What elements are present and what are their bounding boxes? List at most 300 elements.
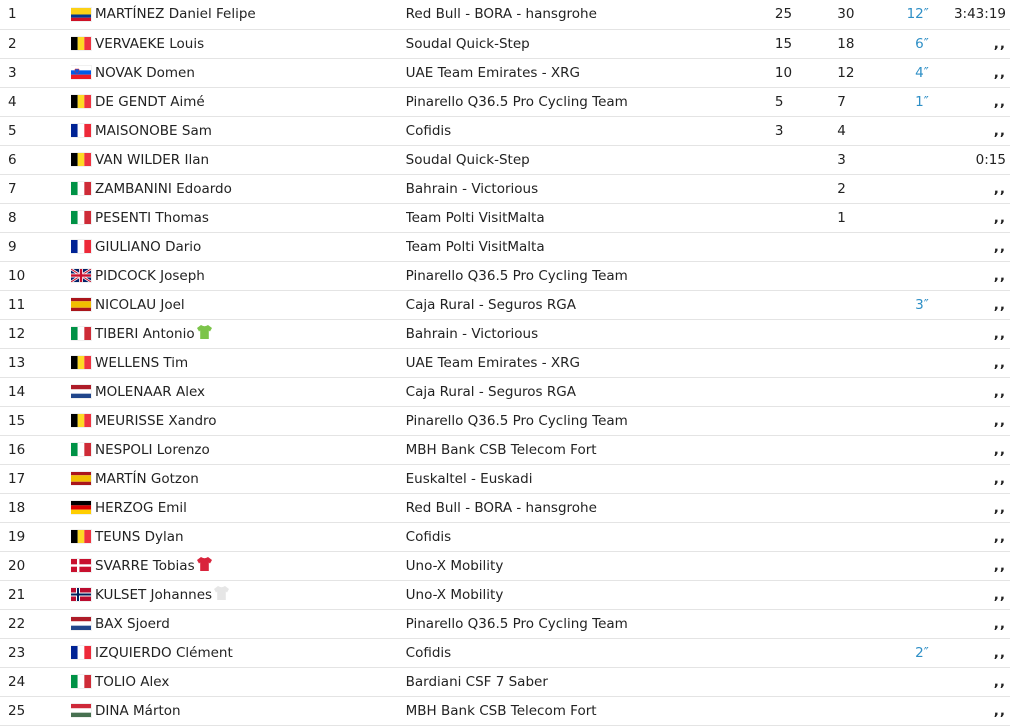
rank-cell: 7	[8, 180, 17, 197]
uci-points-cell: 18	[837, 35, 855, 52]
uci-points-cell	[837, 464, 879, 493]
pnt-cell: 3	[774, 122, 784, 139]
time-cell: ,,	[993, 238, 1006, 255]
bonus-seconds-cell	[879, 580, 929, 609]
rider-cell	[71, 464, 406, 493]
team-name-link[interactable]: Team Polti VisitMalta	[405, 209, 545, 226]
rider-name-link[interactable]: IZQUIERDO Clément	[95, 644, 233, 661]
team-name-link[interactable]: Red Bull - BORA - hansgrohe	[405, 6, 597, 23]
table-row	[0, 290, 1010, 319]
time-cell: ,,	[993, 615, 1006, 632]
table-row	[0, 522, 1010, 551]
pnt-cell	[775, 290, 837, 319]
flag-cell	[37, 0, 70, 29]
team-name-link[interactable]: Team Polti VisitMalta	[405, 238, 545, 255]
rider-cell	[71, 145, 406, 174]
bonus-seconds-cell: 12″	[906, 6, 929, 23]
table-row	[0, 319, 1010, 348]
pnt-cell	[775, 580, 837, 609]
uci-points-cell	[837, 406, 879, 435]
table-row	[0, 435, 1010, 464]
uci-points-cell	[837, 232, 879, 261]
rank-cell: 13	[8, 354, 26, 371]
pnt-cell	[775, 609, 837, 638]
flag-cell	[37, 638, 70, 667]
rider-cell	[71, 319, 406, 348]
team-name-link[interactable]: Uno-X Mobility	[405, 586, 504, 603]
team-cell	[406, 638, 775, 667]
uci-points-cell	[837, 667, 879, 696]
table-row	[0, 116, 1010, 145]
rank-cell: 22	[8, 615, 26, 632]
nor-flag-icon	[71, 588, 91, 601]
uci-points-cell	[837, 522, 879, 551]
rank-cell: 18	[8, 499, 26, 516]
rider-cell	[71, 580, 406, 609]
rider-name-link[interactable]: TIBERI Antonio	[95, 325, 195, 342]
table-row	[0, 696, 1010, 725]
uci-points-cell	[837, 696, 879, 725]
time-cell: ,,	[993, 64, 1006, 81]
time-cell: ,,	[993, 35, 1006, 52]
flag-cell	[37, 696, 70, 725]
rider-cell	[71, 290, 406, 319]
pnt-cell	[775, 203, 837, 232]
hun-flag-icon	[71, 704, 91, 717]
rank-cell: 14	[8, 383, 26, 400]
bonus-seconds-cell	[879, 696, 929, 725]
rider-cell	[71, 377, 406, 406]
bel-flag-icon	[71, 153, 91, 166]
team-cell	[406, 0, 775, 29]
rider-name-link[interactable]: TOLIO Alex	[95, 673, 170, 690]
team-name-link[interactable]: UAE Team Emirates - XRG	[405, 64, 580, 81]
rank-cell: 9	[8, 238, 17, 255]
uci-points-cell: 1	[837, 209, 846, 226]
rank-cell: 16	[8, 441, 26, 458]
rank-cell: 12	[8, 325, 26, 342]
uci-points-cell: 30	[837, 6, 855, 23]
rider-name-link[interactable]: VERVAEKE Louis	[95, 35, 205, 52]
rider-name-link[interactable]: NICOLAU Joel	[95, 296, 185, 313]
team-name-link[interactable]: Euskaltel - Euskadi	[405, 470, 533, 487]
team-name-link[interactable]: Cofidis	[405, 528, 452, 545]
rank-cell: 1	[8, 6, 17, 23]
uci-points-cell: 7	[837, 93, 846, 110]
flag-cell	[37, 261, 70, 290]
time-cell: ,,	[993, 122, 1006, 139]
bonus-seconds-cell	[879, 406, 929, 435]
bonus-seconds-cell	[879, 145, 929, 174]
ned-flag-icon	[71, 617, 91, 630]
rider-name-link[interactable]: BAX Sjoerd	[95, 615, 170, 632]
table-row	[0, 638, 1010, 667]
rider-name-link[interactable]: DE GENDT Aimé	[95, 93, 205, 110]
rank-cell: 15	[8, 412, 26, 429]
bonus-seconds-cell	[879, 464, 929, 493]
rank-cell: 17	[8, 470, 26, 487]
rider-name-link[interactable]: MAISONOBE Sam	[95, 122, 212, 139]
rider-cell	[71, 348, 406, 377]
bonus-seconds-cell	[879, 435, 929, 464]
bonus-seconds-cell	[879, 232, 929, 261]
team-name-link[interactable]: Bahrain - Victorious	[405, 325, 539, 342]
flag-cell	[37, 464, 70, 493]
ita-flag-icon	[71, 327, 91, 340]
table-row	[0, 667, 1010, 696]
rider-cell	[71, 551, 406, 580]
ita-flag-icon	[71, 182, 91, 195]
rider-name-link[interactable]: MARTÍN Gotzon	[95, 470, 199, 487]
rider-cell	[71, 493, 406, 522]
team-name-link[interactable]: Uno-X Mobility	[405, 557, 504, 574]
team-cell	[406, 116, 775, 145]
time-cell: ,,	[993, 586, 1006, 603]
rider-cell	[71, 261, 406, 290]
rider-name-link[interactable]: NESPOLI Lorenzo	[95, 441, 210, 458]
bonus-seconds-cell	[879, 377, 929, 406]
flag-cell	[37, 348, 70, 377]
flag-cell	[37, 435, 70, 464]
pnt-cell	[775, 406, 837, 435]
rider-cell	[71, 638, 406, 667]
pnt-cell	[775, 638, 837, 667]
time-cell: ,,	[993, 702, 1006, 719]
bel-flag-icon	[71, 414, 91, 427]
pnt-cell	[775, 348, 837, 377]
esp-flag-icon	[71, 472, 91, 485]
rider-cell	[71, 116, 406, 145]
table-row	[0, 203, 1010, 232]
flag-cell	[37, 174, 70, 203]
team-cell	[406, 580, 775, 609]
bel-flag-icon	[71, 530, 91, 543]
rank-cell: 24	[8, 673, 26, 690]
flag-cell	[37, 116, 70, 145]
flag-cell	[37, 58, 70, 87]
team-cell	[406, 435, 775, 464]
bonus-seconds-cell	[879, 261, 929, 290]
rider-name-link[interactable]: PIDCOCK Joseph	[95, 267, 205, 284]
pnt-cell: 25	[774, 6, 793, 23]
rider-cell	[71, 87, 406, 116]
flag-cell	[37, 29, 70, 58]
uci-points-cell: 2	[837, 180, 846, 197]
pnt-cell	[775, 551, 837, 580]
bel-flag-icon	[71, 356, 91, 369]
rank-cell: 19	[8, 528, 26, 545]
team-name-link[interactable]: Bahrain - Victorious	[405, 180, 539, 197]
pnt-cell: 10	[774, 64, 793, 81]
table-row	[0, 87, 1010, 116]
uci-points-cell	[837, 377, 879, 406]
table-row	[0, 145, 1010, 174]
ger-flag-icon	[71, 501, 91, 514]
flag-cell	[37, 203, 70, 232]
team-name-link[interactable]: Pinarello Q36.5 Pro Cycling Team	[405, 615, 628, 632]
time-cell: ,,	[993, 209, 1006, 226]
bonus-seconds-cell	[879, 667, 929, 696]
bel-flag-icon	[71, 95, 91, 108]
time-cell: ,,	[993, 354, 1006, 371]
rider-name-link[interactable]: KULSET Johannes	[95, 586, 213, 603]
rank-cell: 5	[8, 122, 17, 139]
rider-name-link[interactable]: NOVAK Domen	[95, 64, 195, 81]
team-cell	[406, 232, 775, 261]
bonus-seconds-cell	[879, 493, 929, 522]
bonus-seconds-cell	[879, 609, 929, 638]
pnt-cell	[775, 522, 837, 551]
uci-points-cell	[837, 348, 879, 377]
rider-name-link[interactable]: DINA Márton	[95, 702, 181, 719]
rider-cell	[71, 609, 406, 638]
bonus-seconds-cell: 2″	[915, 644, 929, 661]
rank-cell: 3	[8, 64, 17, 81]
table-row	[0, 580, 1010, 609]
den-flag-icon	[71, 559, 91, 572]
rank-cell: 23	[8, 644, 26, 661]
rank-cell: 2	[8, 35, 17, 52]
uci-points-cell: 3	[837, 151, 846, 168]
team-name-link[interactable]: Pinarello Q36.5 Pro Cycling Team	[405, 412, 628, 429]
team-name-link[interactable]: Pinarello Q36.5 Pro Cycling Team	[405, 93, 628, 110]
uci-points-cell: 4	[837, 122, 846, 139]
flag-cell	[37, 667, 70, 696]
flag-cell	[37, 232, 70, 261]
pnt-cell	[775, 319, 837, 348]
team-cell	[406, 667, 775, 696]
team-cell	[406, 174, 775, 203]
uci-points-cell	[837, 551, 879, 580]
uci-points-cell	[837, 261, 879, 290]
team-cell	[406, 319, 775, 348]
table-row	[0, 493, 1010, 522]
table-row	[0, 551, 1010, 580]
fra-flag-icon	[71, 240, 91, 253]
rider-name-link[interactable]: GIULIANO Dario	[95, 238, 202, 255]
team-cell	[406, 261, 775, 290]
uci-points-cell	[837, 580, 879, 609]
rider-cell	[71, 203, 406, 232]
flag-cell	[37, 551, 70, 580]
pnt-cell	[775, 667, 837, 696]
time-cell: ,,	[993, 180, 1006, 197]
rider-name-link[interactable]: VAN WILDER Ilan	[95, 151, 210, 168]
uci-points-cell: 12	[837, 64, 855, 81]
team-name-link[interactable]: Caja Rural - Seguros RGA	[405, 383, 576, 400]
team-name-link[interactable]: Cofidis	[405, 122, 452, 139]
team-cell	[406, 609, 775, 638]
bonus-seconds-cell	[879, 174, 929, 203]
rider-cell	[71, 174, 406, 203]
team-name-link[interactable]: Soudal Quick-Step	[405, 35, 530, 52]
rider-cell	[71, 696, 406, 725]
bonus-seconds-cell	[879, 348, 929, 377]
time-cell: ,,	[993, 470, 1006, 487]
team-name-link[interactable]: MBH Bank CSB Telecom Fort	[405, 441, 597, 458]
table-row	[0, 261, 1010, 290]
time-cell: ,,	[993, 296, 1006, 313]
ita-flag-icon	[71, 211, 91, 224]
rider-cell	[71, 406, 406, 435]
time-cell: ,,	[993, 441, 1006, 458]
rank-cell: 10	[8, 267, 26, 284]
time-cell: ,,	[993, 644, 1006, 661]
rider-cell	[71, 29, 406, 58]
time-cell: ,,	[993, 93, 1006, 110]
team-cell	[406, 145, 775, 174]
flag-cell	[37, 87, 70, 116]
table-row	[0, 406, 1010, 435]
pnt-cell	[775, 261, 837, 290]
table-row	[0, 609, 1010, 638]
green-jersey-icon	[196, 324, 213, 344]
team-cell	[406, 203, 775, 232]
team-name-link[interactable]: Bardiani CSF 7 Saber	[405, 673, 548, 690]
uci-points-cell	[837, 493, 879, 522]
team-name-link[interactable]: Red Bull - BORA - hansgrohe	[405, 499, 597, 516]
rider-name-link[interactable]: ZAMBANINI Edoardo	[95, 180, 232, 197]
rider-cell	[71, 667, 406, 696]
bonus-seconds-cell	[879, 116, 929, 145]
pnt-cell	[775, 174, 837, 203]
bonus-seconds-cell	[879, 522, 929, 551]
team-name-link[interactable]: MBH Bank CSB Telecom Fort	[405, 702, 597, 719]
team-cell	[406, 58, 775, 87]
team-name-link[interactable]: Cofidis	[405, 644, 452, 661]
time-cell: ,,	[993, 673, 1006, 690]
time-cell: ,,	[993, 528, 1006, 545]
white-jersey-icon	[213, 585, 230, 605]
flag-cell	[37, 493, 70, 522]
pnt-cell	[775, 232, 837, 261]
ita-flag-icon	[71, 675, 91, 688]
rider-name-link[interactable]: PESENTI Thomas	[95, 209, 209, 226]
table-row	[0, 348, 1010, 377]
bonus-seconds-cell: 4″	[915, 64, 929, 81]
team-name-link[interactable]: Caja Rural - Seguros RGA	[405, 296, 576, 313]
rider-name-link[interactable]: MARTÍNEZ Daniel Felipe	[95, 6, 256, 23]
rider-name-link[interactable]: HERZOG Emil	[95, 499, 187, 516]
pnt-cell	[775, 377, 837, 406]
team-cell	[406, 406, 775, 435]
table-row	[0, 174, 1010, 203]
flag-cell	[37, 145, 70, 174]
gbr-flag-icon	[71, 269, 91, 282]
team-cell	[406, 551, 775, 580]
team-cell	[406, 464, 775, 493]
rank-cell: 6	[8, 151, 17, 168]
bel-flag-icon	[71, 37, 91, 50]
rider-name-link[interactable]: TEUNS Dylan	[95, 528, 184, 545]
table-row	[0, 58, 1010, 87]
time-cell: ,,	[993, 383, 1006, 400]
rider-name-link[interactable]: MOLENAAR Alex	[95, 383, 205, 400]
uci-points-cell	[837, 638, 879, 667]
team-cell	[406, 87, 775, 116]
ned-flag-icon	[71, 385, 91, 398]
flag-cell	[37, 319, 70, 348]
uci-points-cell	[837, 319, 879, 348]
time-cell: ,,	[993, 325, 1006, 342]
flag-cell	[37, 406, 70, 435]
pnt-cell: 5	[774, 93, 784, 110]
table-row	[0, 464, 1010, 493]
pnt-cell: 15	[774, 35, 793, 52]
team-cell	[406, 493, 775, 522]
fra-flag-icon	[71, 646, 91, 659]
table-row	[0, 0, 1010, 29]
flag-cell	[37, 377, 70, 406]
rank-cell: 4	[8, 93, 17, 110]
team-cell	[406, 377, 775, 406]
table-row	[0, 29, 1010, 58]
rank-cell: 21	[8, 586, 26, 603]
team-name-link[interactable]: UAE Team Emirates - XRG	[405, 354, 580, 371]
svn-flag-icon	[71, 66, 91, 79]
red-jersey-icon	[196, 556, 213, 576]
team-cell	[406, 696, 775, 725]
pnt-cell	[775, 493, 837, 522]
bonus-seconds-cell: 6″	[915, 35, 929, 52]
flag-cell	[37, 290, 70, 319]
time-cell: 3:43:19	[953, 6, 1006, 23]
rider-cell	[71, 0, 406, 29]
pnt-cell	[775, 145, 837, 174]
bonus-seconds-cell: 3″	[915, 296, 929, 313]
bonus-seconds-cell	[879, 203, 929, 232]
team-name-link[interactable]: Soudal Quick-Step	[405, 151, 530, 168]
rider-cell	[71, 522, 406, 551]
rank-cell: 8	[8, 209, 17, 226]
rank-cell: 25	[8, 702, 26, 719]
pnt-cell	[775, 435, 837, 464]
pnt-cell	[775, 464, 837, 493]
team-cell	[406, 29, 775, 58]
col-flag-icon	[71, 8, 91, 21]
rank-cell: 20	[8, 557, 26, 574]
flag-cell	[37, 522, 70, 551]
table-row	[0, 377, 1010, 406]
uci-points-cell	[837, 435, 879, 464]
esp-flag-icon	[71, 298, 91, 311]
rider-name-link[interactable]: MEURISSE Xandro	[95, 412, 217, 429]
team-name-link[interactable]: Pinarello Q36.5 Pro Cycling Team	[405, 267, 628, 284]
time-cell: ,,	[993, 499, 1006, 516]
uci-points-cell	[837, 290, 879, 319]
time-cell: ,,	[993, 267, 1006, 284]
rider-cell	[71, 58, 406, 87]
flag-cell	[37, 580, 70, 609]
rider-cell	[71, 435, 406, 464]
pnt-cell	[775, 696, 837, 725]
rider-name-link[interactable]: SVARRE Tobias	[95, 557, 195, 574]
team-cell	[406, 522, 775, 551]
bonus-seconds-cell: 1″	[915, 93, 929, 110]
team-cell	[406, 348, 775, 377]
flag-cell	[37, 609, 70, 638]
rider-cell	[71, 232, 406, 261]
rider-name-link[interactable]: WELLENS Tim	[95, 354, 189, 371]
team-cell	[406, 290, 775, 319]
table-row	[0, 232, 1010, 261]
ita-flag-icon	[71, 443, 91, 456]
time-cell: 0:15	[975, 151, 1006, 168]
bonus-seconds-cell	[879, 551, 929, 580]
fra-flag-icon	[71, 124, 91, 137]
rank-cell: 11	[8, 296, 26, 313]
time-cell: ,,	[993, 412, 1006, 429]
